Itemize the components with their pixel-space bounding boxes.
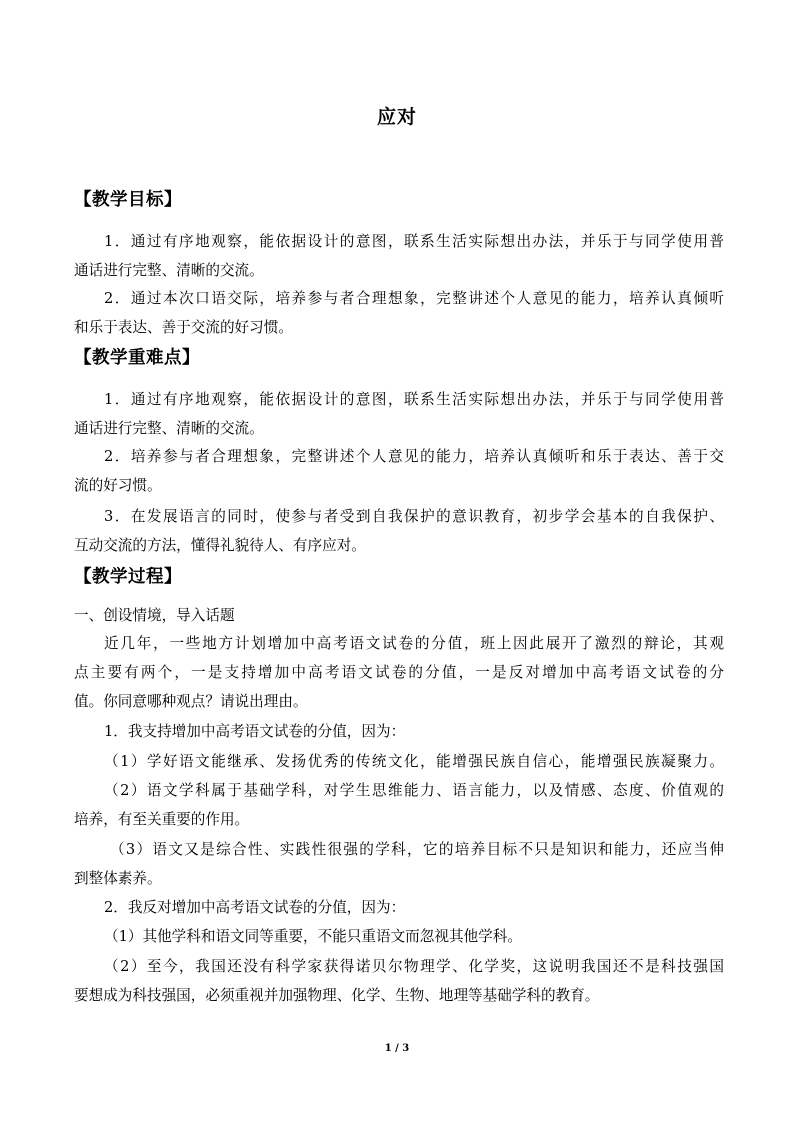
paragraph-line: 2．培养参与者合理想象，完整讲述个人意见的能力，培养认真倾听和乐于表达、善于交 [104,448,724,465]
paragraph-line: 3．在发展语言的同时，使参与者受到自我保护的意识教育，初步学会基本的自我保护、 [104,508,724,525]
paragraph-line: 通话进行完整、清晰的交流。 [74,262,264,279]
section-heading-objectives: 【教学目标】 [74,190,182,210]
paragraph-line: 近几年，一些地方计划增加中高考语文试卷的分值，班上因此展开了激烈的辩论，其观 [104,635,724,652]
paragraph-line: 流的好习惯。 [74,477,162,494]
section-heading-process: 【教学过程】 [74,567,182,587]
paragraph-line: 值。你同意哪种观点？请说出理由。 [74,693,308,710]
paragraph-line: 2．通过本次口语交际，培养参与者合理想象，完整讲述个人意见的能力，培养认真倾听 [104,290,724,307]
paragraph-line: （3）语文又是综合性、实践性很强的学科，它的培养目标不只是知识和能力，还应当伸 [110,841,724,858]
paragraph-line: （1）学好语文能继承、发扬优秀的传统文化，能增强民族自信心，能增强民族凝聚力。 [104,753,724,770]
paragraph-line: 1．我支持增加中高考语文试卷的分值，因为： [104,723,406,740]
page-number: 1 / 3 [384,1043,410,1054]
section-heading-key-points: 【教学重难点】 [74,348,200,368]
paragraph-line: 通话进行完整、清晰的交流。 [74,420,264,437]
subheading-line: 一、创设情境，导入话题 [74,607,235,624]
paragraph-line: 和乐于表达、善于交流的好习惯。 [74,319,293,336]
paragraph-line: （2）至今，我国还没有科学家获得诺贝尔物理学、化学奖，这说明我国还不是科技强国 [104,958,724,975]
paragraph-line: 1．通过有序地观察，能依据设计的意图，联系生活实际想出办法，并乐于与同学使用普 [104,391,724,408]
paragraph-line: 要想成为科技强国，必须重视并加强物理、化学、生物、地理等基础学科的教育。 [74,987,600,1004]
paragraph-line: 到整体素养。 [74,870,162,887]
paragraph-line: 点主要有两个，一是支持增加中高考语文试卷的分值，一是反对增加中高考语文试卷的分 [74,664,724,681]
paragraph-line: 2．我反对增加中高考语文试卷的分值，因为： [104,899,406,916]
paragraph-line: （2）语文学科属于基础学科，对学生思维能力、语言能力，以及情感、态度、价值观的 [104,782,724,799]
paragraph-line: （1）其他学科和语文同等重要，不能只重语文而忽视其他学科。 [104,928,522,945]
page-title: 应对 [376,106,417,128]
paragraph-line: 1．通过有序地观察，能依据设计的意图，联系生活实际想出办法，并乐于与同学使用普 [104,233,724,250]
paragraph-line: 互动交流的方法，懂得礼貌待人、有序应对。 [74,537,366,554]
paragraph-line: 培养，有至关重要的作用。 [74,811,250,828]
